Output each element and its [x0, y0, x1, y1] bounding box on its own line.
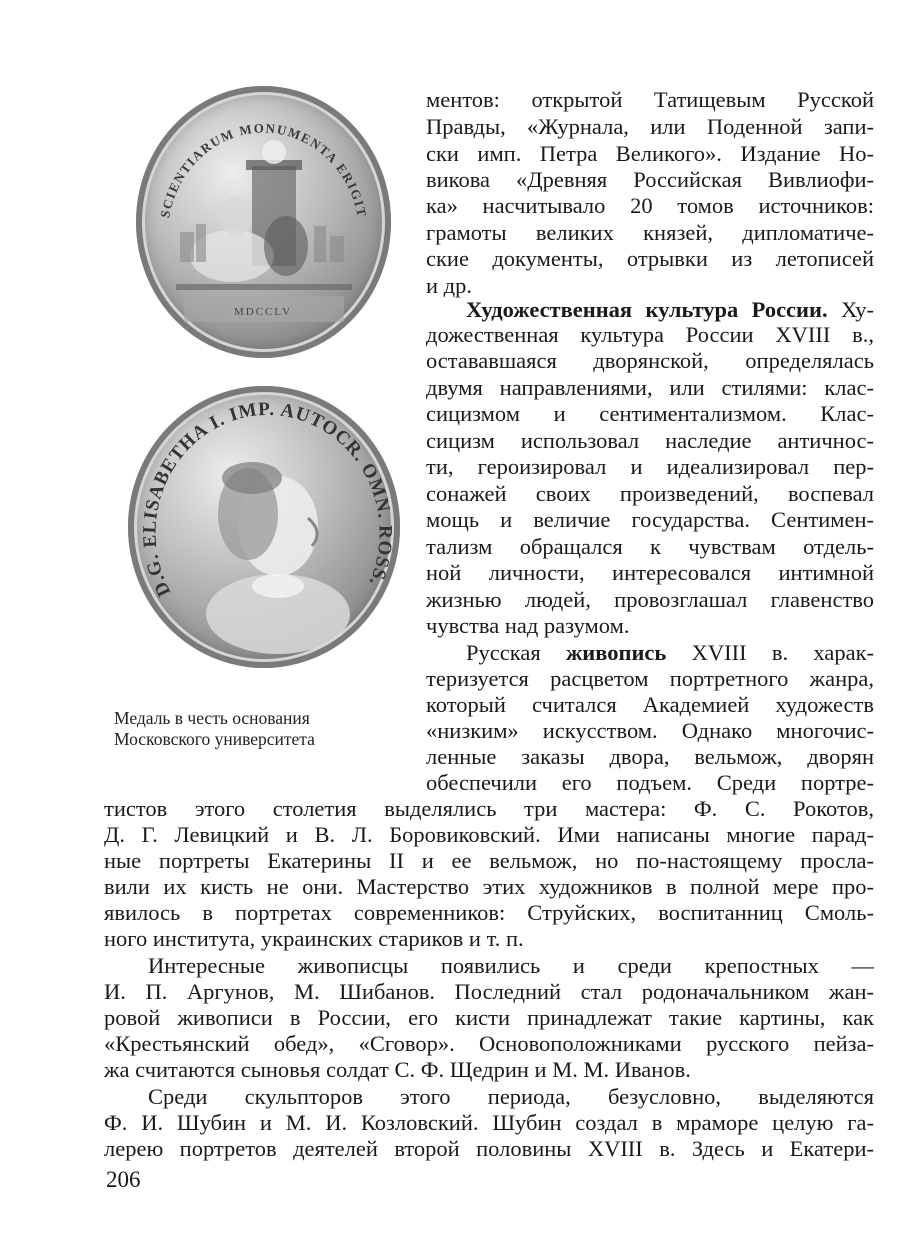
section-heading-line: [466, 297, 874, 323]
text-line: Правды, «Журнала, или Поденной запи-: [426, 114, 874, 139]
text-line: ного института, украинских стариков и т. п.: [104, 926, 524, 951]
medal-reverse-relief: [136, 86, 391, 358]
university-medal-obverse: [128, 386, 400, 668]
medal-reverse-exergue: MDCCLV: [233, 306, 293, 318]
text-line: «низким» искусством. Однако многочис-: [426, 718, 874, 743]
caption-line: Московского университета: [114, 729, 315, 749]
medal-obverse-inscription: D.G. ELISABETHA I. IMP. AUTOCR. OMN. ROSS.: [139, 398, 396, 600]
text-line: тализм обращался к чувствам отдель-: [426, 534, 874, 559]
text-line: тистов этого столетия выделялись три мастера: Ф. С. Рокотов,: [104, 796, 874, 821]
text-line: ски имп. Петра Великого». Издание Но-: [426, 141, 874, 166]
text-line: и др.: [426, 273, 472, 298]
text-line: лерею портретов деятелей второй половины XVIII в. Здесь и Екатери-: [104, 1136, 874, 1161]
page-number: 206: [106, 1167, 141, 1192]
text-line: сицизмом и сентиментализмом. Клас-: [426, 401, 874, 426]
university-medal-reverse: [136, 86, 391, 358]
medal-reverse-inscription: SCIENTIARUM MONUMENTA ERIGIT: [157, 120, 370, 220]
text-line: ровой живописи в России, его кисти принадлежат такие картины, как: [104, 1005, 874, 1030]
text-line: теризуется расцветом портретного жанра,: [426, 666, 874, 691]
text-line: двумя направлениями, или стилями: клас-: [426, 375, 874, 400]
text-line: Ф. И. Шубин и М. И. Козловский. Шубин создал в мраморе целую га-: [104, 1110, 874, 1135]
text-line: вили их кисть не они. Мастерство этих художников в полной мере про-: [104, 874, 874, 899]
text-line: чувства над разумом.: [426, 613, 630, 638]
section-heading: Художественная культура России.: [466, 297, 828, 322]
text-line: сицизм использовал наследие античнос-: [426, 428, 874, 453]
heading-line-rest: Ху-: [827, 297, 874, 322]
painting-line-end: XVIII в. харак-: [666, 640, 874, 665]
text-line: дожественная культура России XVIII в.,: [426, 322, 874, 347]
text-line: который считался Академией художеств: [426, 692, 874, 717]
text-line: ка» насчитывало 20 томов источников:: [426, 193, 874, 218]
text-line: остававшаяся дворянской, определялась: [426, 348, 874, 373]
text-line: ментов: открытой Татищевым Русской: [426, 87, 874, 112]
text-line: Среди скульпторов этого периода, безусловно, выделяются: [148, 1084, 874, 1109]
text-line: Д. Г. Левицкий и В. Л. Боровиковский. Ими написаны многие парад-: [104, 822, 874, 847]
text-line: И. П. Аргунов, М. Шибанов. Последний стал родоначальником жан-: [104, 979, 874, 1004]
text-line: ленные заказы двора, вельмож, дворян: [426, 744, 874, 769]
text-line: обеспечили его подъем. Среди портре-: [426, 770, 874, 795]
text-line: Интересные живописцы появились и среди крепостных —: [148, 953, 874, 978]
medal-obverse-relief: [128, 386, 400, 668]
painting-line-start: Русская: [466, 640, 566, 665]
text-line: грамоты великих князей, дипломатиче-: [426, 220, 874, 245]
text-line: ные портреты Екатерины II и ее вельмож, но по-настоящему просла-: [104, 848, 874, 873]
text-line: жизнью людей, провозглашал главенство: [426, 587, 874, 612]
text-line: викова «Древняя Российская Вивлиофи-: [426, 167, 874, 192]
text-line: ские документы, отрывки из летописей: [426, 246, 874, 271]
text-line: ной личности, интересовался интимной: [426, 560, 874, 585]
text-line: жа считаются сыновья солдат С. Ф. Щедрин и М. М. Иванов.: [104, 1057, 691, 1082]
text-line: «Крестьянский обед», «Сговор». Основоположниками русского пейза-: [104, 1031, 874, 1056]
text-line: сонажей своих произведений, воспевал: [426, 481, 874, 506]
painting-term: живопись: [565, 640, 667, 665]
text-line: ти, героизировал и идеализировал пер-: [426, 454, 874, 479]
painting-line: [466, 640, 874, 666]
text-line: мощь и величие государства. Сентимен-: [426, 507, 874, 532]
text-line: явилось в портретах современников: Струйских, воспитанниц Смоль-: [104, 900, 874, 925]
caption-line: Медаль в честь основания: [114, 708, 310, 728]
figure-caption: [114, 708, 384, 750]
